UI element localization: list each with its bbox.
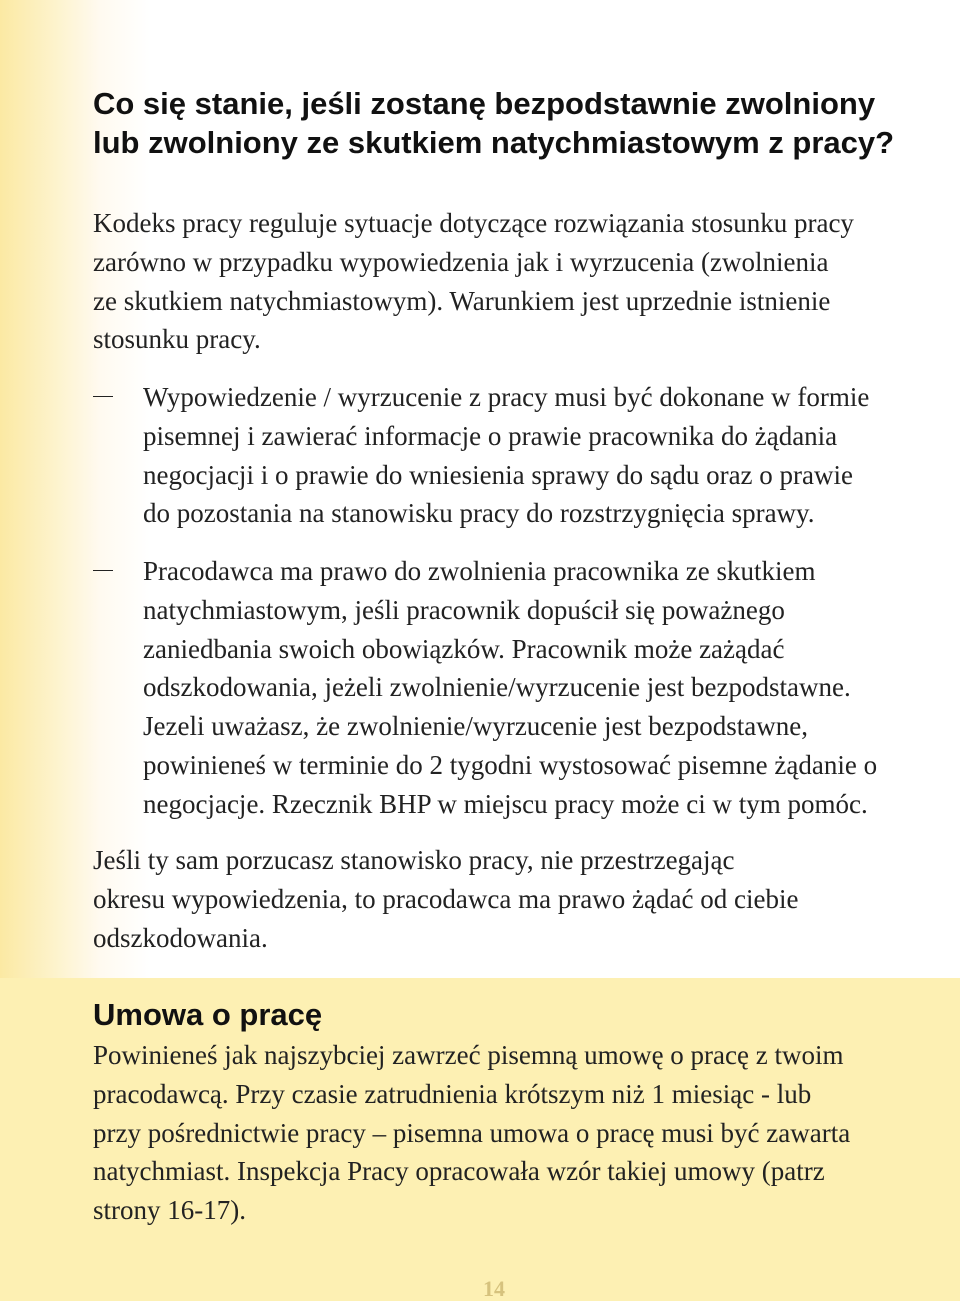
text-line: zaniedbania swoich obowiązków. Pracownik może zażądać <box>143 633 785 664</box>
page-number: 14 <box>483 1276 505 1301</box>
text-line: natychmiastowym, jeśli pracownik dopuścił się poważnego <box>143 594 785 625</box>
section-heading-employment-contract: Umowa o pracę <box>93 997 323 1032</box>
text-line: powinieneś w terminie do 2 tygodni wystosować pisemne żądanie o <box>143 749 878 780</box>
bullet-text <box>143 552 948 824</box>
text-line: Jezeli uważasz, że zwolnienie/wyrzucenie jest bezpodstawne, <box>143 711 808 742</box>
text-line: natychmiast. Inspekcja Pracy opracowała wzór takiej umowy (patrz <box>93 1156 825 1187</box>
text-line: strony 16-17). <box>93 1195 246 1226</box>
text-line: przy pośrednictwie pracy – pisemna umowa o pracę musi być zawarta <box>93 1117 851 1148</box>
text-line: pracodawcą. Przy czasie zatrudnienia krótszym niż 1 miesiąc - lub <box>93 1078 812 1109</box>
text-line: do pozostania na stanowisku pracy do rozstrzygnięcia sprawy. <box>143 498 815 529</box>
text-line: Wypowiedzenie / wyrzucenie z pracy musi być dokonane w formie <box>143 382 870 412</box>
section-heading-dismissal <box>93 84 923 162</box>
text-line: zarówno w przypadku wypowiedzenia jak i wyrzucenia (zwolnienia <box>93 246 829 277</box>
text-line: odszkodowania. <box>93 922 268 953</box>
dash-bullet-icon <box>93 570 113 571</box>
heading-line: lub zwolniony ze skutkiem natychmiastowym z pracy? <box>93 125 895 160</box>
text-line: odszkodowania, jeżeli zwolnienie/wyrzucenie jest bezpodstawne. <box>143 672 851 703</box>
text-line: negocjacje. Rzecznik BHP w miejscu pracy może ci w tym pomóc. <box>143 788 868 819</box>
text-line: pisemnej i zawierać informacje o prawie pracownika do żądania <box>143 420 838 451</box>
intro-paragraph <box>93 204 933 359</box>
text-line: ze skutkiem natychmiastowym). Warunkiem jest uprzednie istnienie <box>93 285 831 316</box>
dash-bullet-icon <box>93 396 113 397</box>
text-line: negocjacji i o prawie do wniesienia sprawy do sądu oraz o prawie <box>143 459 854 490</box>
text-line: stosunku pracy. <box>93 324 261 355</box>
bullet-text <box>143 378 948 533</box>
text-line: Pracodawca ma prawo do zwolnienia pracownika ze skutkiem <box>143 556 816 586</box>
text-line: Kodeks pracy reguluje sytuacje dotyczące rozwiązania stosunku pracy <box>93 208 854 238</box>
heading-line: Co się stanie, jeśli zostanę bezpodstawnie zwolniony <box>93 86 876 121</box>
contract-paragraph <box>93 1036 933 1230</box>
text-line: okresu wypowiedzenia, to pracodawca ma prawo żądać od ciebie <box>93 883 799 914</box>
closing-paragraph <box>93 841 913 957</box>
text-line: Powinieneś jak najszybciej zawrzeć pisemną umowę o pracę z twoim <box>93 1040 844 1070</box>
text-line: Jeśli ty sam porzucasz stanowisko pracy, nie przestrzegając <box>93 845 735 875</box>
